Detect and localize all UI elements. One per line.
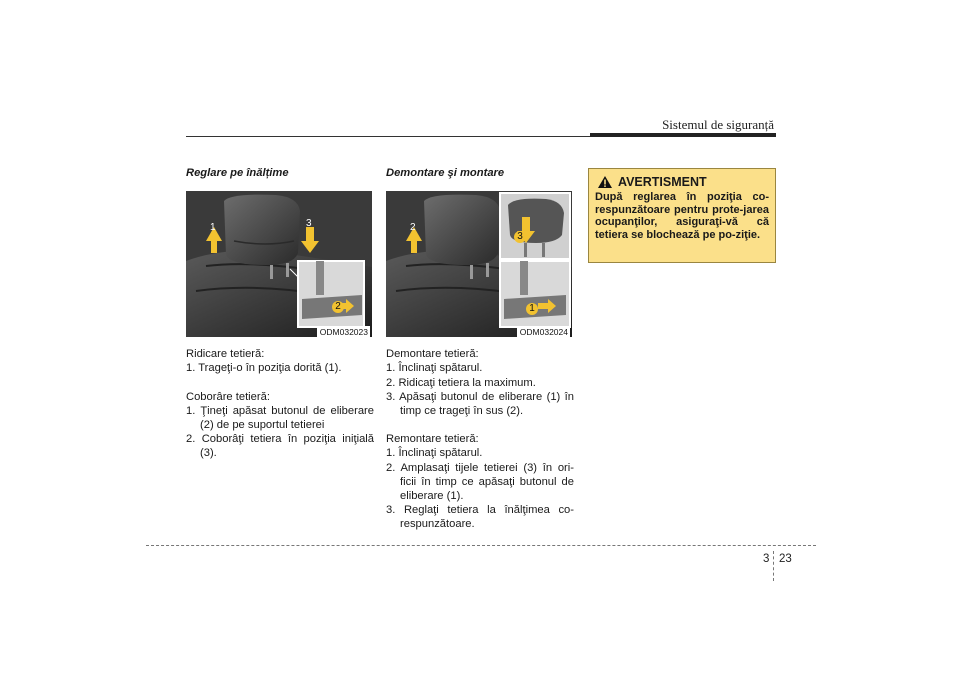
- figure-label-1: 1: [526, 303, 538, 315]
- list-item: 3. Reglaţi tetiera la înălţimea co-respunzătoare.: [386, 504, 574, 531]
- remove-title: Demontare tetieră:: [386, 348, 479, 361]
- list-item: 1. Înclinaţi spătarul.: [386, 447, 483, 460]
- footer-rule: [146, 545, 816, 546]
- page-header-title: Sistemul de siguranță: [662, 117, 774, 132]
- column-remove-install: [386, 166, 574, 532]
- raise-title: Ridicare tetieră:: [186, 348, 265, 361]
- warning-triangle-icon: [598, 176, 612, 188]
- list-item: 2. Amplasaţi tijele tetierei (3) în ori-ficii în timp ce apăsaţi butonul de eliberare (1).: [386, 461, 574, 503]
- figure-label-2: 2: [332, 301, 344, 313]
- figure-label-3: 3: [306, 218, 312, 230]
- list-item: 2. Ridicaţi tetiera la maximum.: [386, 376, 536, 389]
- headrest-height-figure: [186, 191, 372, 337]
- figure-code: ODM032024: [517, 326, 570, 337]
- figure-code: ODM032023: [317, 326, 370, 337]
- header-rule-accent: [590, 133, 776, 137]
- lower-title: Coborâre tetieră:: [186, 390, 270, 403]
- warning-title: AVERTISMENT: [618, 175, 707, 189]
- header-rule: [186, 136, 590, 137]
- list-item: 1. Înclinaţi spătarul.: [386, 362, 483, 375]
- page-number: 23: [779, 553, 792, 565]
- figure-label-3: 3: [514, 231, 526, 243]
- warning-header: [595, 175, 769, 189]
- figure-label-1: 1: [210, 222, 216, 234]
- section-heading: Demontare şi montare: [386, 167, 505, 179]
- list-item: 3. Apăsaţi butonul de eliberare (1) în timp ce trageţi în sus (2).: [386, 390, 574, 418]
- section-heading: Reglare pe înălțime: [186, 167, 289, 179]
- headrest-height-illustration: [186, 191, 372, 337]
- warning-text: După reglarea în poziţia co-respunzătoare pentru prote-jarea ocupanţilor, asiguraţi-vă că tetiera se blochează pe po-ziţie.: [595, 191, 769, 241]
- list-item: 2. Coborâţi tetiera în poziţia iniţială (3).: [186, 433, 374, 460]
- page-number-separator: [773, 551, 774, 581]
- list-item: 1. Ţineţi apăsat butonul de eliberare (2) de pe suportul tetierei: [186, 404, 374, 432]
- install-title: Remontare tetieră:: [386, 433, 479, 446]
- warning-box: [588, 168, 776, 263]
- headrest-removal-figure: [386, 191, 572, 337]
- chapter-number: 3: [763, 553, 770, 565]
- list-item: 1. Trageţi-o în poziţia dorită (1).: [186, 362, 342, 375]
- column-height-adjust: [186, 166, 374, 461]
- figure-label-2: 2: [410, 222, 416, 234]
- headrest-removal-illustration: [386, 191, 572, 337]
